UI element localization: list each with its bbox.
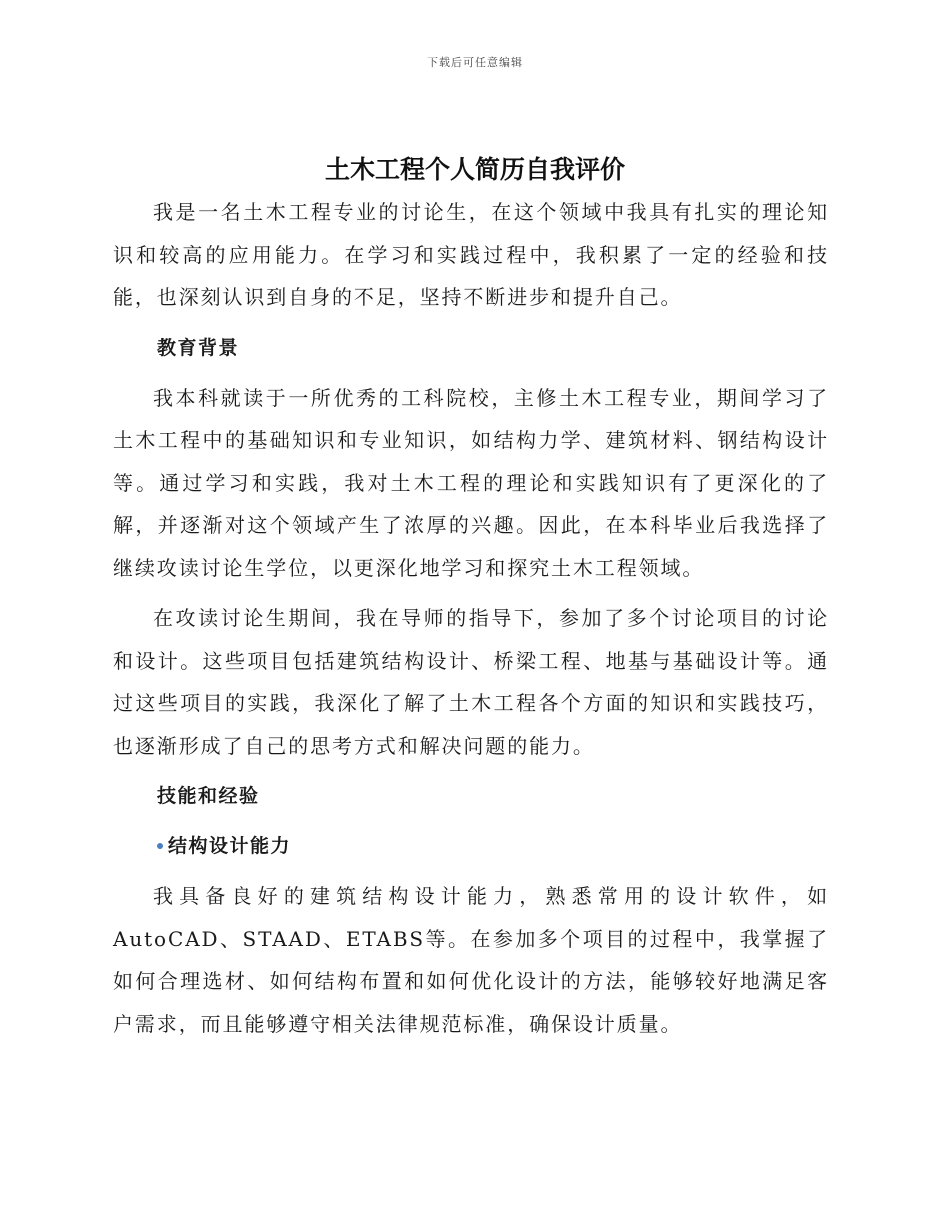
intro-paragraph: 我是一名土木工程专业的讨论生，在这个领域中我具有扎实的理论知识和较高的应用能力。在学习和实践过程中，我积累了一定的经验和技能，也深刻认识到自身的不足，坚持不断进步和提升自己。: [113, 200, 829, 309]
document-title: 土木工程个人简历自我评价: [324, 155, 625, 184]
page-header-note: 下载后可任意编辑: [427, 56, 523, 69]
structural-design-paragraph: 我具备良好的建筑结构设计能力，熟悉常用的设计软件，如AutoCAD、STAAD、ETABS等。在参加多个项目的过程中，我掌握了如何合理选材、如何结构布置和如何优化设计的方法，能够较好地满足客户需求，而且能够遵守相关法律规范标准，确保设计质量。: [113, 884, 829, 1036]
education-paragraph-2: 在攻读讨论生期间，我在导师的指导下，参加了多个讨论项目的讨论和设计。这些项目包括建筑结构设计、桥梁工程、地基与基础设计等。通过这些项目的实践，我深化了解了土木工程各个方面的知识和实践技巧，也逐渐形成了自己的思考方式和解决问题的能力。: [113, 606, 829, 758]
education-paragraph-1: 我本科就读于一所优秀的工科院校，主修土木工程专业，期间学习了土木工程中的基础知识和专业知识，如结构力学、建筑材料、钢结构设计等。通过学习和实践，我对土木工程的理论和实践知识有了更深化的了解，并逐渐对这个领域产生了浓厚的兴趣。因此，在本科毕业后我选择了继续攻读讨论生学位，以更深化地学习和探究土木工程领域。: [113, 385, 829, 580]
document-body: [113, 191, 829, 1053]
skills-heading: 技能和经验: [157, 785, 260, 807]
structural-design-subheading: [113, 825, 829, 867]
structural-design-subheading-label: 结构设计能力: [168, 835, 292, 857]
education-heading: 教育背景: [157, 336, 240, 359]
bullet-icon: [157, 843, 163, 849]
